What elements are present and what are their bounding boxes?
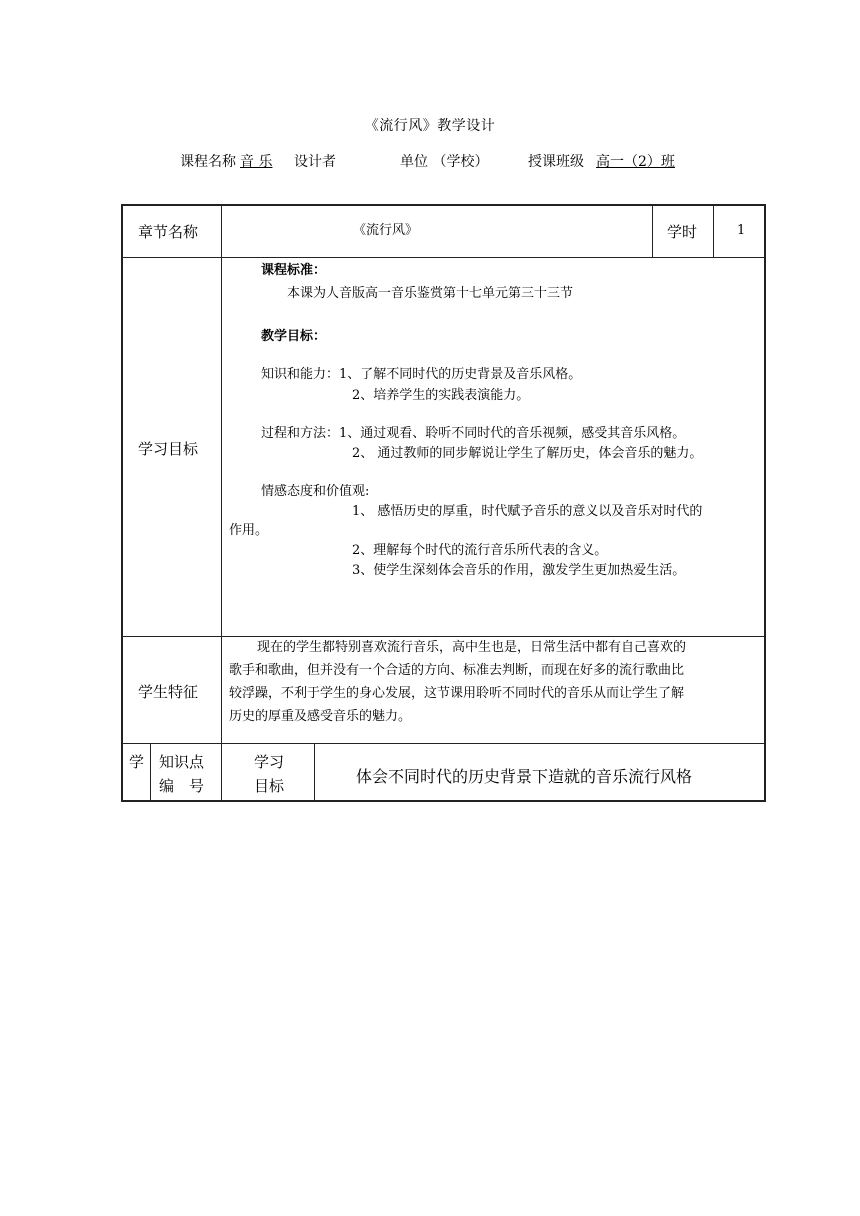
student-features-label: 学生特征 <box>138 683 199 701</box>
standard-heading: 课程标准： <box>261 263 327 278</box>
emotion-line-1: 1、 感悟历史的厚重，时代赋予音乐的意义以及音乐对时代的 <box>352 504 703 519</box>
class-value: 高一（2）班 <box>596 154 675 170</box>
hours-label: 学时 <box>667 223 698 241</box>
col-divider-last-1 <box>150 743 151 800</box>
lesson-plan-table <box>121 204 766 802</box>
goal-label: 目标 <box>254 777 285 795</box>
chapter-name-label: 章节名称 <box>138 223 199 241</box>
student-text-line-4: 历史的厚重及感受音乐的魅力。 <box>229 709 412 724</box>
document-title: 《流行风》教学设计 <box>364 118 496 134</box>
unit-label: 单位 （学校） <box>400 154 489 170</box>
knowledge-line-2: 2、培养学生的实践表演能力。 <box>352 388 530 403</box>
course-name-label: 课程名称 <box>180 154 236 170</box>
goals-heading: 教学目标： <box>261 329 327 344</box>
learning-goal-content: 体会不同时代的历史背景下造就的音乐流行风格 <box>356 767 693 786</box>
col-divider-last-3 <box>314 743 315 800</box>
col-divider-hours-label <box>652 206 653 257</box>
designer-label: 设计者 <box>294 154 336 170</box>
standard-text: 本课为人音版高一音乐鉴赏第十七单元第三十三节 <box>287 286 574 301</box>
student-text-line-3: 较浮躁，不利于学生的身心发展，这节课用聆听不同时代的音乐从而让学生了解 <box>229 686 685 701</box>
col-divider-last-2 <box>221 743 222 800</box>
chapter-name-value: 《流行风》 <box>353 223 419 238</box>
student-text-line-2: 歌手和歌曲，但并没有一个合适的方向、标准去判断，而现在好多的流行歌曲比 <box>229 663 685 678</box>
last-row-col1: 学 <box>129 753 145 771</box>
course-name-value: 音 乐 <box>240 154 273 170</box>
row-divider-3 <box>123 743 764 744</box>
col-divider-main <box>221 206 222 743</box>
knowledge-line-1: 知识和能力：1、了解不同时代的历史背景及音乐风格。 <box>261 367 582 382</box>
col-divider-hours-value <box>713 206 714 257</box>
emotion-line-2: 2、理解每个时代的流行音乐所代表的含义。 <box>352 543 608 558</box>
row-divider-2 <box>123 636 764 637</box>
number-label: 编 号 <box>159 777 205 795</box>
emotion-line-1-cont: 作用。 <box>229 523 269 538</box>
emotion-line-3: 3、使学生深刻体会音乐的作用，激发学生更加热爱生活。 <box>352 563 686 578</box>
process-line-1: 过程和方法：1、通过观看、聆听不同时代的音乐视频，感受其音乐风格。 <box>261 426 686 441</box>
study-label: 学习 <box>254 753 285 771</box>
emotion-heading: 情感态度和价值观: <box>261 484 370 499</box>
class-label: 授课班级 <box>528 154 584 170</box>
objectives-label: 学习目标 <box>138 440 199 458</box>
process-line-2: 2、 通过教师的同步解说让学生了解历史，体会音乐的魅力。 <box>352 446 703 461</box>
student-text-line-1: 现在的学生都特别喜欢流行音乐，高中生也是，日常生活中都有自己喜欢的 <box>257 640 687 655</box>
row-divider-1 <box>123 257 764 258</box>
hours-value: 1 <box>737 223 746 238</box>
knowledge-point-label: 知识点 <box>159 753 205 771</box>
